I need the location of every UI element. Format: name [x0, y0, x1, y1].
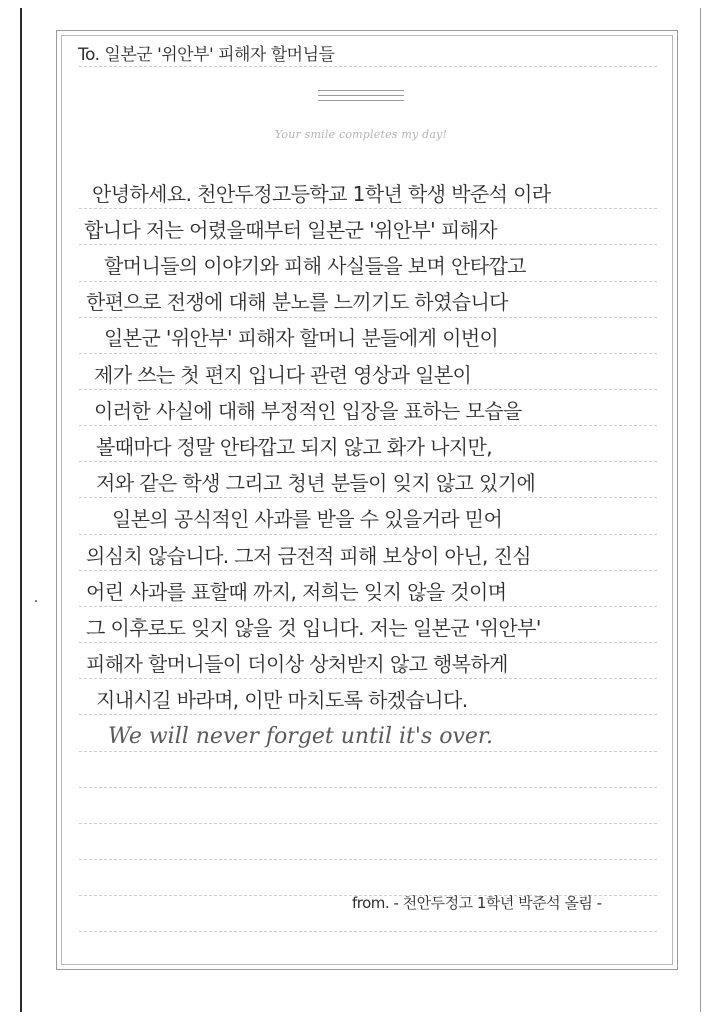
scan-edge-left — [20, 8, 22, 1012]
stationery-tagline: Your smile completes my day! — [274, 128, 448, 141]
body-line: 한편으로 전쟁에 대해 분노를 느끼기도 하였습니다 — [86, 290, 508, 314]
ruled-line — [79, 353, 657, 354]
ruled-line — [79, 281, 657, 282]
ruled-line — [79, 859, 657, 860]
ruled-line — [79, 823, 657, 824]
ruled-line — [79, 208, 657, 209]
ruled-line — [79, 497, 657, 498]
signature: from. - 천안두정고 1학년 박준석 올림 - — [352, 894, 602, 912]
closing-line: We will never forget until it's over. — [108, 724, 493, 749]
body-line: 피해자 할머니들이 더이상 상처받지 않고 행복하게 — [86, 652, 508, 676]
salutation: To. 일본군 '위안부' 피해자 할머님들 — [78, 45, 335, 65]
ruled-line — [79, 425, 657, 426]
body-line: 할머니들의 이야기와 피해 사실들을 보며 안타깝고 — [104, 254, 526, 278]
body-line: 일본군 '위안부' 피해자 할머니 분들에게 이번이 — [104, 326, 499, 350]
body-line: 저와 같은 학생 그리고 청년 분들이 잊지 않고 있기에 — [96, 471, 536, 495]
ornament-line — [318, 95, 404, 96]
letter-frame-inner — [61, 35, 673, 965]
ornament-line — [318, 100, 404, 101]
ruled-line — [79, 66, 657, 67]
ruled-line — [79, 570, 657, 571]
ruled-line — [79, 787, 657, 788]
ruled-line — [79, 751, 657, 752]
body-line: 합니다 저는 어렸을때부터 일본군 '위안부' 피해자 — [84, 218, 497, 242]
ruled-line — [79, 714, 657, 715]
body-line: 의심치 않습니다. 그저 금전적 피해 보상이 아닌, 진심 — [86, 544, 531, 568]
body-line: 볼때마다 정말 안타깝고 되지 않고 화가 나지만, — [96, 435, 492, 459]
body-line: 그 이후로도 잊지 않을 것 입니다. 저는 일본군 '위안부' — [86, 616, 541, 640]
body-line: 이러한 사실에 대해 부정적인 입장을 표하는 모습을 — [94, 399, 522, 423]
body-line: 안녕하세요. 천안두정고등학교 1학년 학생 박준석 이라 — [92, 182, 551, 206]
ruled-line — [79, 642, 657, 643]
body-line: 제가 쓰는 첫 편지 입니다 관련 영상과 일본이 — [94, 363, 472, 387]
scan-speck — [35, 600, 37, 602]
ruled-line — [79, 317, 657, 318]
body-line: 어린 사과를 표할때 까지, 저희는 잊지 않을 것이며 — [86, 580, 507, 604]
ruled-line — [79, 606, 657, 607]
ruled-line — [79, 389, 657, 390]
scan-edge-right — [700, 8, 701, 1012]
ornament-line — [318, 90, 404, 91]
ruled-line — [79, 678, 657, 679]
ruled-line — [79, 244, 657, 245]
body-line: 지내시길 바라며, 이만 마치도록 하겠습니다. — [96, 688, 468, 712]
ruled-line — [79, 534, 657, 535]
body-line: 일본의 공식적인 사과를 받을 수 있을거라 믿어 — [112, 507, 503, 531]
ruled-line — [79, 931, 657, 932]
ruled-line — [79, 461, 657, 462]
